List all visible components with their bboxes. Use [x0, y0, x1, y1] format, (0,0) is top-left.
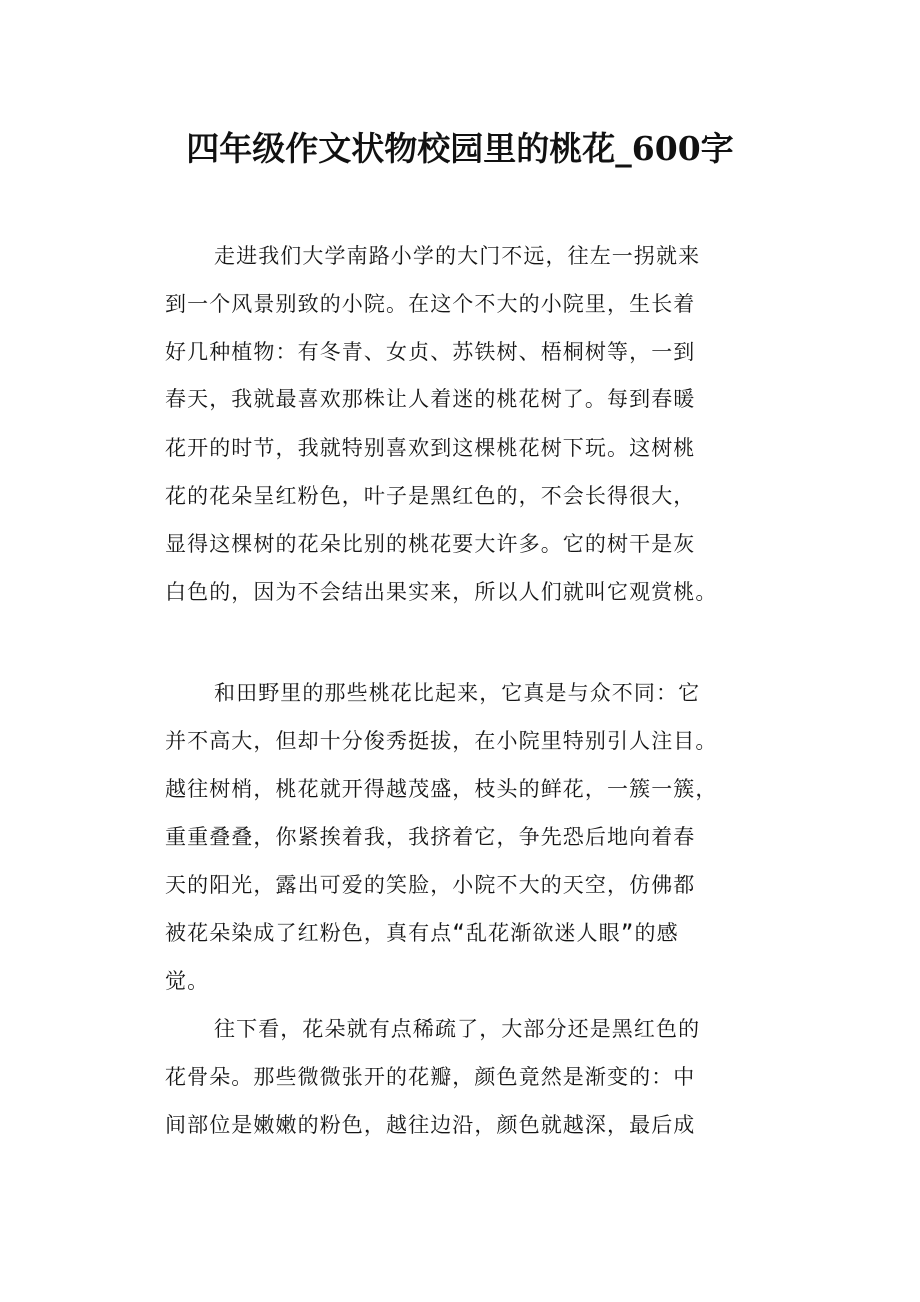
paragraph-3-line-2: 花骨朵。那些微微张开的花瓣，颜色竟然是渐变的：中 [165, 1065, 696, 1089]
paragraph-2-line-3: 越往树梢，桃花就开得越茂盛，枝头的鲜花，一簇一簇， [165, 777, 718, 801]
paragraph-1-line-5: 花开的时节，我就特别喜欢到这棵桃花树下玩。这树桃 [165, 436, 696, 460]
paragraph-2-line-2: 并不高大，但却十分俊秀挺拔，在小院里特别引人注目。 [165, 729, 718, 753]
paragraph-1-line-6: 花的花朵呈红粉色，叶子是黑红色的，不会长得很大， [165, 484, 696, 508]
paragraph-2-line-1: 和田野里的那些桃花比起来，它真是与众不同：它 [214, 681, 701, 705]
paragraph-3-line-1: 往下看，花朵就有点稀疏了，大部分还是黑红色的 [214, 1017, 701, 1041]
paragraph-1-line-7: 显得这棵树的花朵比别的桃花要大许多。它的树干是灰 [165, 532, 696, 556]
paragraph-2-line-6: 被花朵染成了红粉色，真有点“乱花渐欲迷人眼”的感 [165, 921, 679, 945]
paragraph-2-line-5: 天的阳光，露出可爱的笑脸，小院不大的天空，仿佛都 [165, 873, 696, 897]
paragraph-1-line-4: 春天，我就最喜欢那株让人着迷的桃花树了。每到春暖 [165, 387, 696, 411]
paragraph-1-line-1: 走进我们大学南路小学的大门不远，往左一拐就来 [214, 244, 701, 268]
paragraph-1-line-2: 到一个风景别致的小院。在这个不大的小院里，生长着 [165, 292, 696, 316]
paragraph-1-line-3: 好几种植物：有冬青、女贞、苏铁树、梧桐树等，一到 [165, 340, 696, 364]
document-title: 四年级作文状物校园里的桃花_600字 [186, 129, 734, 168]
paragraph-3-line-3: 间部位是嫩嫩的粉色，越往边沿，颜色就越深，最后成 [165, 1113, 696, 1137]
paragraph-1-line-8: 白色的，因为不会结出果实来，所以人们就叫它观赏桃。 [165, 580, 718, 604]
paragraph-2-line-4: 重重叠叠，你紧挨着我，我挤着它，争先恐后地向着春 [165, 825, 696, 849]
paragraph-2-line-7: 觉。 [165, 969, 210, 993]
